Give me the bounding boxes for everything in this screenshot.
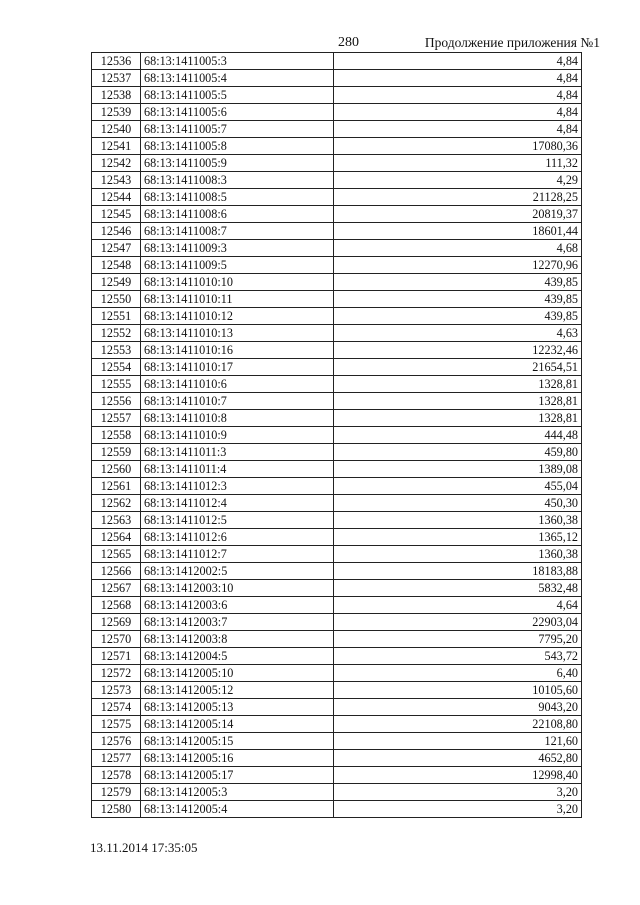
cadastral-number-cell: 68:13:1411011:4 bbox=[141, 461, 334, 478]
table-row bbox=[92, 733, 582, 750]
parcel-table-body bbox=[92, 53, 582, 818]
cadastral-number-cell: 68:13:1411005:6 bbox=[141, 104, 334, 121]
row-number-cell: 12572 bbox=[92, 665, 141, 682]
area-cell: 1389,08 bbox=[334, 461, 582, 478]
area-cell: 21654,51 bbox=[334, 359, 582, 376]
area-cell: 3,20 bbox=[334, 784, 582, 801]
row-number-cell: 12545 bbox=[92, 206, 141, 223]
area-cell: 444,48 bbox=[334, 427, 582, 444]
table-row bbox=[92, 410, 582, 427]
area-cell: 4,84 bbox=[334, 53, 582, 70]
table-row bbox=[92, 87, 582, 104]
table-row bbox=[92, 631, 582, 648]
cadastral-number-cell: 68:13:1412003:6 bbox=[141, 597, 334, 614]
table-row bbox=[92, 597, 582, 614]
table-row bbox=[92, 767, 582, 784]
area-cell: 1328,81 bbox=[334, 376, 582, 393]
row-number-cell: 12570 bbox=[92, 631, 141, 648]
area-cell: 12998,40 bbox=[334, 767, 582, 784]
cadastral-number-cell: 68:13:1411010:7 bbox=[141, 393, 334, 410]
cadastral-number-cell: 68:13:1411008:6 bbox=[141, 206, 334, 223]
cadastral-number-cell: 68:13:1411012:4 bbox=[141, 495, 334, 512]
row-number-cell: 12578 bbox=[92, 767, 141, 784]
area-cell: 4,84 bbox=[334, 121, 582, 138]
table-row bbox=[92, 580, 582, 597]
area-cell: 4,64 bbox=[334, 597, 582, 614]
row-number-cell: 12561 bbox=[92, 478, 141, 495]
area-cell: 4,84 bbox=[334, 87, 582, 104]
row-number-cell: 12575 bbox=[92, 716, 141, 733]
row-number-cell: 12566 bbox=[92, 563, 141, 580]
area-cell: 4,68 bbox=[334, 240, 582, 257]
row-number-cell: 12547 bbox=[92, 240, 141, 257]
cadastral-number-cell: 68:13:1412005:4 bbox=[141, 801, 334, 818]
table-row bbox=[92, 444, 582, 461]
area-cell: 17080,36 bbox=[334, 138, 582, 155]
cadastral-number-cell: 68:13:1411012:5 bbox=[141, 512, 334, 529]
cadastral-number-cell: 68:13:1412003:7 bbox=[141, 614, 334, 631]
area-cell: 111,32 bbox=[334, 155, 582, 172]
table-row bbox=[92, 206, 582, 223]
table-row bbox=[92, 461, 582, 478]
table-row bbox=[92, 172, 582, 189]
area-cell: 455,04 bbox=[334, 478, 582, 495]
table-row bbox=[92, 614, 582, 631]
table-row bbox=[92, 665, 582, 682]
area-cell: 1360,38 bbox=[334, 512, 582, 529]
row-number-cell: 12557 bbox=[92, 410, 141, 427]
table-row bbox=[92, 512, 582, 529]
table-row bbox=[92, 240, 582, 257]
cadastral-number-cell: 68:13:1412005:3 bbox=[141, 784, 334, 801]
row-number-cell: 12568 bbox=[92, 597, 141, 614]
table-row bbox=[92, 342, 582, 359]
row-number-cell: 12565 bbox=[92, 546, 141, 563]
row-number-cell: 12551 bbox=[92, 308, 141, 325]
table-row bbox=[92, 291, 582, 308]
table-row bbox=[92, 682, 582, 699]
cadastral-number-cell: 68:13:1411011:3 bbox=[141, 444, 334, 461]
row-number-cell: 12544 bbox=[92, 189, 141, 206]
cadastral-number-cell: 68:13:1412002:5 bbox=[141, 563, 334, 580]
table-row bbox=[92, 104, 582, 121]
row-number-cell: 12580 bbox=[92, 801, 141, 818]
area-cell: 9043,20 bbox=[334, 699, 582, 716]
cadastral-number-cell: 68:13:1412004:5 bbox=[141, 648, 334, 665]
area-cell: 3,20 bbox=[334, 801, 582, 818]
table-row bbox=[92, 308, 582, 325]
cadastral-number-cell: 68:13:1411010:8 bbox=[141, 410, 334, 427]
row-number-cell: 12541 bbox=[92, 138, 141, 155]
cadastral-number-cell: 68:13:1411008:7 bbox=[141, 223, 334, 240]
row-number-cell: 12576 bbox=[92, 733, 141, 750]
area-cell: 12232,46 bbox=[334, 342, 582, 359]
table-row bbox=[92, 716, 582, 733]
row-number-cell: 12564 bbox=[92, 529, 141, 546]
cadastral-number-cell: 68:13:1411005:9 bbox=[141, 155, 334, 172]
table-row bbox=[92, 427, 582, 444]
table-row bbox=[92, 529, 582, 546]
cadastral-number-cell: 68:13:1412005:16 bbox=[141, 750, 334, 767]
row-number-cell: 12548 bbox=[92, 257, 141, 274]
table-row bbox=[92, 393, 582, 410]
area-cell: 4652,80 bbox=[334, 750, 582, 767]
table-row bbox=[92, 376, 582, 393]
cadastral-number-cell: 68:13:1412005:14 bbox=[141, 716, 334, 733]
area-cell: 21128,25 bbox=[334, 189, 582, 206]
area-cell: 7795,20 bbox=[334, 631, 582, 648]
area-cell: 4,29 bbox=[334, 172, 582, 189]
area-cell: 1328,81 bbox=[334, 410, 582, 427]
area-cell: 1365,12 bbox=[334, 529, 582, 546]
cadastral-number-cell: 68:13:1411009:3 bbox=[141, 240, 334, 257]
cadastral-number-cell: 68:13:1411010:10 bbox=[141, 274, 334, 291]
cadastral-number-cell: 68:13:1412005:12 bbox=[141, 682, 334, 699]
cadastral-number-cell: 68:13:1411012:7 bbox=[141, 546, 334, 563]
row-number-cell: 12553 bbox=[92, 342, 141, 359]
row-number-cell: 12560 bbox=[92, 461, 141, 478]
table-row bbox=[92, 70, 582, 87]
cadastral-number-cell: 68:13:1411008:3 bbox=[141, 172, 334, 189]
cadastral-number-cell: 68:13:1411009:5 bbox=[141, 257, 334, 274]
area-cell: 450,30 bbox=[334, 495, 582, 512]
table-row bbox=[92, 359, 582, 376]
table-row bbox=[92, 478, 582, 495]
cadastral-number-cell: 68:13:1412005:10 bbox=[141, 665, 334, 682]
table-row bbox=[92, 750, 582, 767]
cadastral-number-cell: 68:13:1411010:16 bbox=[141, 342, 334, 359]
row-number-cell: 12555 bbox=[92, 376, 141, 393]
row-number-cell: 12562 bbox=[92, 495, 141, 512]
row-number-cell: 12558 bbox=[92, 427, 141, 444]
print-timestamp: 13.11.2014 17:35:05 bbox=[90, 840, 198, 855]
cadastral-number-cell: 68:13:1411010:6 bbox=[141, 376, 334, 393]
cadastral-number-cell: 68:13:1412003:10 bbox=[141, 580, 334, 597]
area-cell: 20819,37 bbox=[334, 206, 582, 223]
table-row bbox=[92, 274, 582, 291]
cadastral-number-cell: 68:13:1411010:17 bbox=[141, 359, 334, 376]
row-number-cell: 12574 bbox=[92, 699, 141, 716]
area-cell: 543,72 bbox=[334, 648, 582, 665]
table-row bbox=[92, 325, 582, 342]
cadastral-number-cell: 68:13:1411010:13 bbox=[141, 325, 334, 342]
area-cell: 121,60 bbox=[334, 733, 582, 750]
row-number-cell: 12556 bbox=[92, 393, 141, 410]
area-cell: 459,80 bbox=[334, 444, 582, 461]
row-number-cell: 12554 bbox=[92, 359, 141, 376]
cadastral-number-cell: 68:13:1411005:7 bbox=[141, 121, 334, 138]
area-cell: 1328,81 bbox=[334, 393, 582, 410]
area-cell: 22108,80 bbox=[334, 716, 582, 733]
table-row bbox=[92, 138, 582, 155]
area-cell: 6,40 bbox=[334, 665, 582, 682]
table-row bbox=[92, 784, 582, 801]
table-row bbox=[92, 801, 582, 818]
row-number-cell: 12567 bbox=[92, 580, 141, 597]
page-number: 280 bbox=[338, 35, 359, 50]
area-cell: 22903,04 bbox=[334, 614, 582, 631]
area-cell: 18601,44 bbox=[334, 223, 582, 240]
cadastral-number-cell: 68:13:1411005:8 bbox=[141, 138, 334, 155]
cadastral-number-cell: 68:13:1411005:5 bbox=[141, 87, 334, 104]
row-number-cell: 12573 bbox=[92, 682, 141, 699]
row-number-cell: 12577 bbox=[92, 750, 141, 767]
area-cell: 4,84 bbox=[334, 104, 582, 121]
row-number-cell: 12579 bbox=[92, 784, 141, 801]
row-number-cell: 12546 bbox=[92, 223, 141, 240]
row-number-cell: 12542 bbox=[92, 155, 141, 172]
row-number-cell: 12569 bbox=[92, 614, 141, 631]
area-cell: 10105,60 bbox=[334, 682, 582, 699]
row-number-cell: 12539 bbox=[92, 104, 141, 121]
table-row bbox=[92, 53, 582, 70]
area-cell: 12270,96 bbox=[334, 257, 582, 274]
cadastral-number-cell: 68:13:1411008:5 bbox=[141, 189, 334, 206]
area-cell: 1360,38 bbox=[334, 546, 582, 563]
cadastral-number-cell: 68:13:1411005:3 bbox=[141, 53, 334, 70]
table-row bbox=[92, 495, 582, 512]
cadastral-number-cell: 68:13:1411012:6 bbox=[141, 529, 334, 546]
row-number-cell: 12563 bbox=[92, 512, 141, 529]
row-number-cell: 12538 bbox=[92, 87, 141, 104]
cadastral-number-cell: 68:13:1411012:3 bbox=[141, 478, 334, 495]
area-cell: 18183,88 bbox=[334, 563, 582, 580]
table-row bbox=[92, 155, 582, 172]
cadastral-number-cell: 68:13:1412003:8 bbox=[141, 631, 334, 648]
table-row bbox=[92, 546, 582, 563]
appendix-continuation-note: Продолжение приложения №1 bbox=[424, 35, 600, 50]
cadastral-number-cell: 68:13:1411005:4 bbox=[141, 70, 334, 87]
area-cell: 4,63 bbox=[334, 325, 582, 342]
parcel-table bbox=[91, 52, 582, 818]
table-row bbox=[92, 121, 582, 138]
row-number-cell: 12571 bbox=[92, 648, 141, 665]
cadastral-number-cell: 68:13:1412005:17 bbox=[141, 767, 334, 784]
row-number-cell: 12536 bbox=[92, 53, 141, 70]
row-number-cell: 12559 bbox=[92, 444, 141, 461]
area-cell: 439,85 bbox=[334, 291, 582, 308]
row-number-cell: 12540 bbox=[92, 121, 141, 138]
table-row bbox=[92, 699, 582, 716]
cadastral-number-cell: 68:13:1412005:15 bbox=[141, 733, 334, 750]
table-row bbox=[92, 189, 582, 206]
row-number-cell: 12552 bbox=[92, 325, 141, 342]
table-row bbox=[92, 257, 582, 274]
area-cell: 439,85 bbox=[334, 274, 582, 291]
area-cell: 4,84 bbox=[334, 70, 582, 87]
row-number-cell: 12543 bbox=[92, 172, 141, 189]
row-number-cell: 12549 bbox=[92, 274, 141, 291]
table-row bbox=[92, 223, 582, 240]
row-number-cell: 12537 bbox=[92, 70, 141, 87]
table-row bbox=[92, 648, 582, 665]
area-cell: 439,85 bbox=[334, 308, 582, 325]
cadastral-number-cell: 68:13:1412005:13 bbox=[141, 699, 334, 716]
cadastral-number-cell: 68:13:1411010:9 bbox=[141, 427, 334, 444]
cadastral-number-cell: 68:13:1411010:11 bbox=[141, 291, 334, 308]
cadastral-number-cell: 68:13:1411010:12 bbox=[141, 308, 334, 325]
table-row bbox=[92, 563, 582, 580]
area-cell: 5832,48 bbox=[334, 580, 582, 597]
row-number-cell: 12550 bbox=[92, 291, 141, 308]
